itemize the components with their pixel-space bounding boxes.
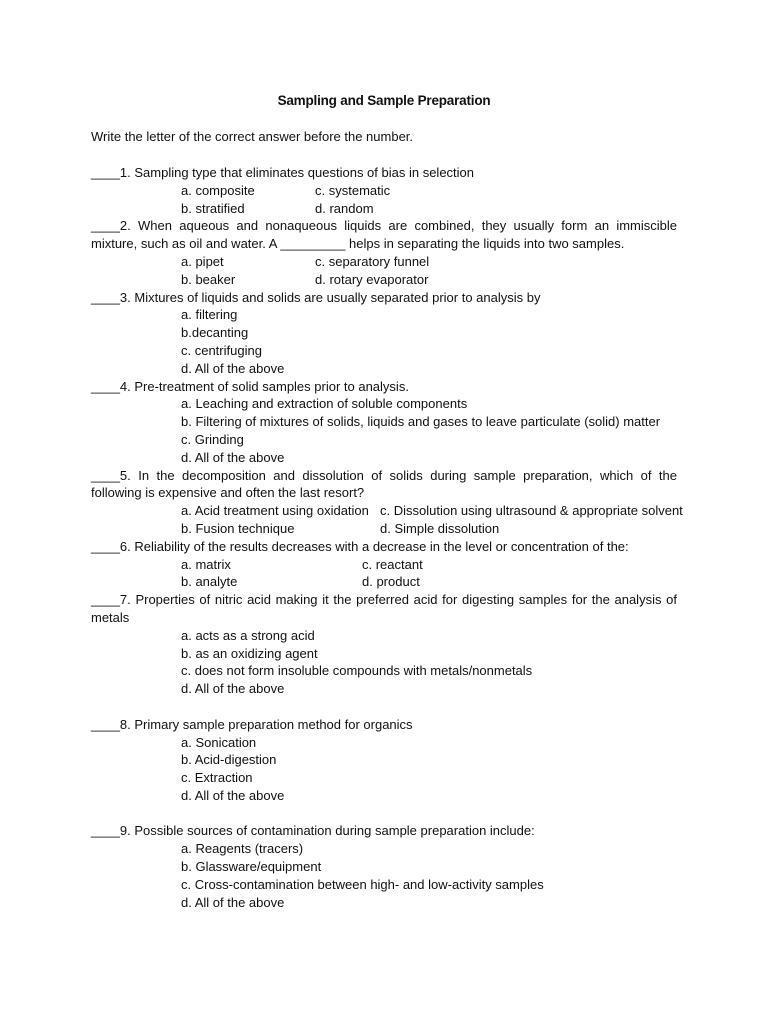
- question-list: [91, 164, 683, 911]
- option-row: [91, 769, 677, 787]
- answer-option: a. acts as a strong acid: [181, 627, 315, 643]
- answer-option: d. random: [315, 200, 374, 216]
- answer-option: d. All of the above: [181, 787, 285, 803]
- answer-option: a. composite: [181, 182, 255, 198]
- question-text: ____2. When aqueous and nonaqueous liquids are combined, they usually form an immiscible mixture, such as oil and water. A _________ helps in separating the liquids into two samples.: [91, 218, 677, 252]
- answer-option: d. All of the above: [181, 681, 285, 697]
- answer-option: d. All of the above: [181, 449, 285, 465]
- answer-option: d. All of the above: [181, 360, 285, 376]
- option-row: [91, 520, 677, 538]
- option-row: [91, 182, 677, 200]
- answer-option: b.decanting: [181, 325, 249, 341]
- question-text: ____9. Possible sources of contamination during sample preparation include:: [91, 823, 535, 839]
- page-title: Sampling and Sample Preparation: [277, 93, 491, 108]
- answer-option: b. Fusion technique: [181, 520, 295, 536]
- question-text: ____1. Sampling type that eliminates questions of bias in selection: [91, 165, 475, 180]
- answer-option: b. as an oxidizing agent: [181, 645, 318, 661]
- answer-option: d. product: [362, 574, 420, 590]
- instructions: Write the letter of the correct answer before the number.: [91, 129, 414, 144]
- answer-option: c. separatory funnel: [315, 253, 430, 269]
- answer-option: c. systematic: [315, 182, 391, 198]
- question-text: ____4. Pre-treatment of solid samples prior to analysis.: [91, 378, 409, 394]
- answer-option: a. filtering: [181, 307, 238, 323]
- option-row: [91, 627, 677, 645]
- option-row: [91, 306, 677, 324]
- question-text: ____3. Mixtures of liquids and solids are usually separated prior to analysis by: [91, 289, 541, 305]
- answer-option: c. Dissolution using ultrasound & appropriate solvent: [380, 503, 683, 519]
- answer-option: b. analyte: [181, 574, 238, 590]
- answer-option: a. Sonication: [181, 734, 257, 750]
- option-row: [91, 556, 677, 574]
- option-row: [91, 662, 677, 680]
- question-text: ____8. Primary sample preparation method for organics: [91, 716, 413, 732]
- answer-option: a. matrix: [181, 556, 231, 572]
- option-row: [91, 894, 677, 912]
- answer-option: b. Acid-digestion: [181, 752, 277, 768]
- option-row: [91, 253, 677, 271]
- answer-option: d. All of the above: [181, 894, 285, 910]
- answer-option: c. centrifuging: [181, 342, 262, 358]
- option-row: [91, 449, 677, 467]
- option-row: [91, 431, 677, 449]
- option-row: [91, 271, 677, 289]
- blank-line: [91, 698, 677, 716]
- answer-option: c. Extraction: [181, 770, 253, 786]
- question-text: ____7. Properties of nitric acid making it the preferred acid for digesting samples for the analysis of metals: [91, 592, 677, 625]
- answer-option: a. Reagents (tracers): [181, 841, 304, 857]
- answer-option: a. Acid treatment using oxidation: [181, 503, 369, 519]
- option-row: [91, 200, 677, 218]
- answer-option: d. Simple dissolution: [380, 520, 500, 536]
- option-row: [91, 324, 677, 342]
- option-row: [91, 787, 677, 805]
- answer-option: a. pipet: [181, 253, 224, 269]
- option-row: [91, 395, 677, 413]
- answer-option: b. stratified: [181, 200, 245, 216]
- answer-option: c. reactant: [362, 556, 423, 572]
- answer-option: b. Glassware/equipment: [181, 859, 322, 875]
- answer-option: c. does not form insoluble compounds with metals/nonmetals: [181, 663, 533, 679]
- option-row: [91, 680, 677, 698]
- answer-option: a. Leaching and extraction of soluble components: [181, 396, 468, 412]
- option-row: [91, 734, 677, 752]
- option-row: [91, 573, 677, 591]
- option-row: [91, 645, 677, 663]
- option-row: [91, 413, 677, 431]
- option-row: [91, 858, 677, 876]
- option-row: [91, 360, 677, 378]
- option-row: [91, 840, 677, 858]
- answer-option: d. rotary evaporator: [315, 271, 429, 287]
- question-text: ____5. In the decomposition and dissolution of solids during sample preparation, which of the following is expensive and often the last resort?: [91, 467, 677, 501]
- option-row: [91, 342, 677, 360]
- blank-line: [91, 805, 677, 823]
- answer-option: b. Filtering of mixtures of solids, liquids and gases to leave particulate (solid) matter: [181, 414, 661, 430]
- question-text: ____6. Reliability of the results decreases with a decrease in the level or concentration of the:: [91, 538, 629, 554]
- option-row: [91, 751, 677, 769]
- answer-option: c. Grinding: [181, 431, 244, 447]
- option-row: [91, 502, 683, 520]
- answer-option: c. Cross-contamination between high- and low-activity samples: [181, 876, 544, 892]
- option-row: [91, 876, 677, 894]
- answer-option: b. beaker: [181, 271, 236, 287]
